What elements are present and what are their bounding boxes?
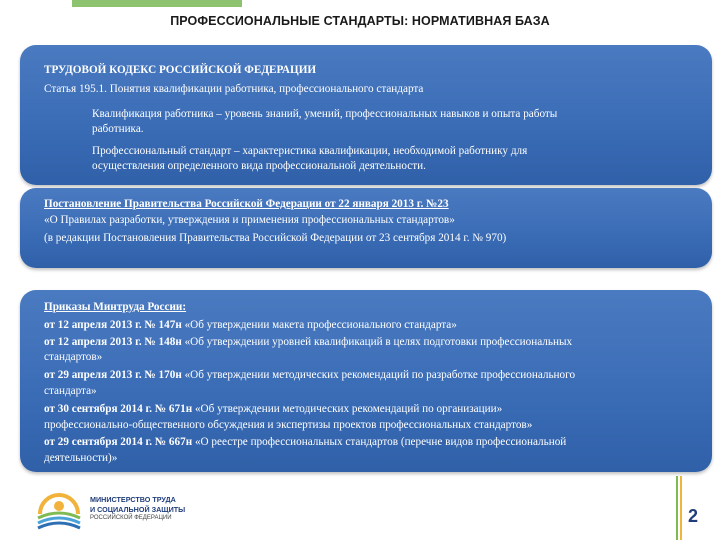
order-671n-cont: профессионально-общественного обсуждения и экспертизы проектов профессиональных стандартов» xyxy=(44,419,533,431)
order-671n: от 30 сентября 2014 г. № 671н «Об утверждении методических рекомендаций по организации» xyxy=(44,403,503,415)
footer-divider-yellow xyxy=(680,476,682,540)
labor-code-heading: ТРУДОВОЙ КОДЕКС РОССИЙСКОЙ ФЕДЕРАЦИИ xyxy=(44,64,317,76)
resolution-name: «О Правилах разработки, утверждения и применения профессиональных стандартов» xyxy=(44,214,455,226)
article-title: Статья 195.1. Понятия квалификации работника, профессионального стандарта xyxy=(44,83,424,95)
order-148n-cont: стандартов» xyxy=(44,351,103,363)
order-170n-cont: стандарта» xyxy=(44,385,97,397)
page-number: 2 xyxy=(688,506,699,526)
qualification-definition: Квалификация работника – уровень знаний, умений, профессиональных навыков и опыта работы xyxy=(92,108,558,120)
ministry-logo-icon xyxy=(34,492,84,532)
orders-heading: Приказы Минтруда России: xyxy=(44,301,187,313)
order-667n: от 29 сентября 2014 г. № 667н «О реестре профессиональных стандартов (перечне видов профессиональной xyxy=(44,436,567,448)
government-resolution-box xyxy=(20,188,712,268)
order-667n-cont: деятельности)» xyxy=(44,452,118,464)
standard-definition: Профессиональный стандарт – характеристика квалификации, необходимой работнику для xyxy=(92,145,528,157)
order-170n: от 29 апреля 2013 г. № 170н «Об утверждении методических рекомендаций по разработке профессионального xyxy=(44,369,576,381)
top-accent-bar xyxy=(72,0,242,7)
ministry-name: МИНИСТЕРСТВО ТРУДА И СОЦИАЛЬНОЙ ЗАЩИТЫ РОССИЙСКОЙ ФЕДЕРАЦИИ xyxy=(90,495,186,521)
footer-divider-green xyxy=(676,476,678,540)
ministry-orders-box xyxy=(20,290,712,472)
order-147n: от 12 апреля 2013 г. № 147н «Об утверждении макета профессионального стандарта» xyxy=(44,319,457,331)
standard-definition-cont: осуществления определенного вида профессиональной деятельности. xyxy=(92,160,426,172)
page-title: ПРОФЕССИОНАЛЬНЫЕ СТАНДАРТЫ: НОРМАТИВНАЯ БАЗА xyxy=(170,14,550,28)
labor-code-box xyxy=(20,45,712,185)
resolution-edition: (в редакции Постановления Правительства Российской Федерации от 23 сентября 2014 г. № 970) xyxy=(44,232,507,244)
order-148n: от 12 апреля 2013 г. № 148н «Об утверждении уровней квалификаций в целях подготовки профессиональных xyxy=(44,336,573,348)
qualification-definition-cont: работника. xyxy=(92,123,144,135)
resolution-title: Постановление Правительства Российской Федерации от 22 января 2013 г. №23 xyxy=(44,198,449,210)
